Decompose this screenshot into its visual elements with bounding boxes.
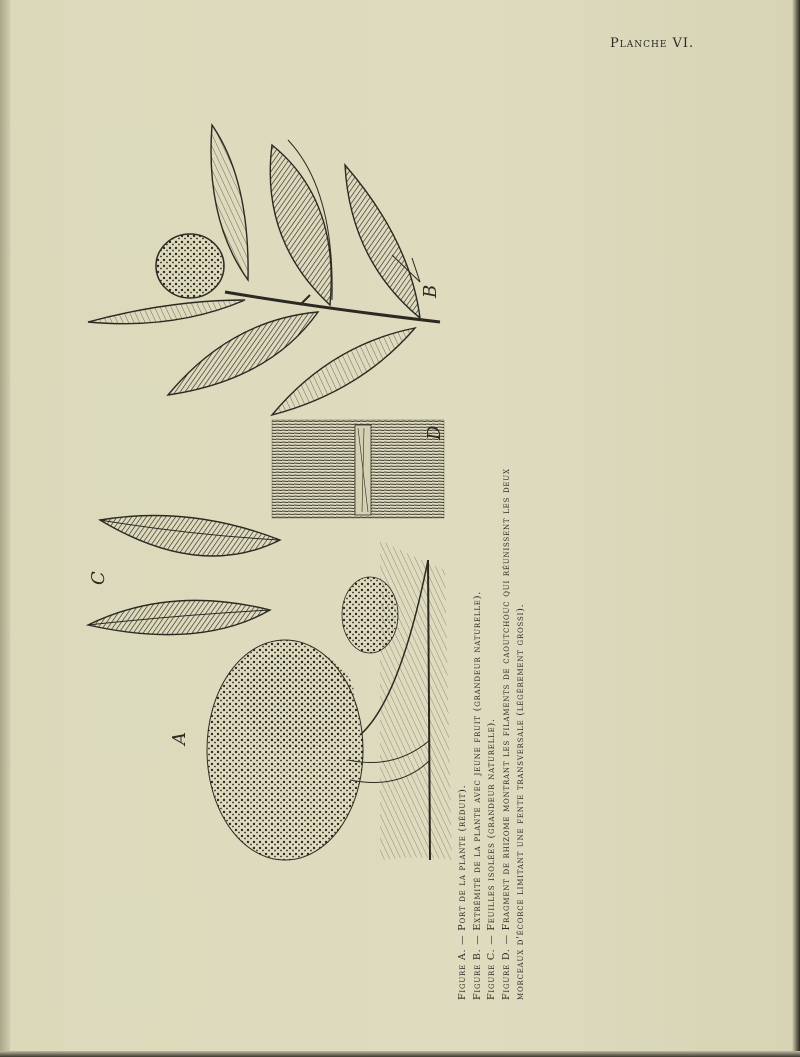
caption-line: Figure D. — Fragment de rhizome montrant les filaments de caoutchouc qui réunissent les deux [500,468,512,1000]
caption-line: morceaux d'écorce limitant une fente transversale (légèrement grossi). [515,603,526,1000]
figure-letter-d: D [424,425,445,440]
figure-d-rhizome [272,420,444,518]
plate-title: Planche VI. [610,36,695,51]
plate-caption [456,120,529,1000]
figure-letter-a: A [169,732,190,745]
figure-a-plant [207,540,452,860]
figure-b-branch [88,125,440,415]
caption-line: Figure A. — Port de la plante (réduit). [457,784,468,1000]
figure-c-leaves [88,516,280,635]
caption-line: Figure C. — Feuilles isolées (grandeur naturelle). [486,718,497,1000]
figure-letter-b: B [420,284,441,298]
figure-letter-c: C [88,571,109,585]
caption-line: Figure B. — Extrémité de la plante avec jeune fruit (grandeur naturelle). [471,590,483,1000]
